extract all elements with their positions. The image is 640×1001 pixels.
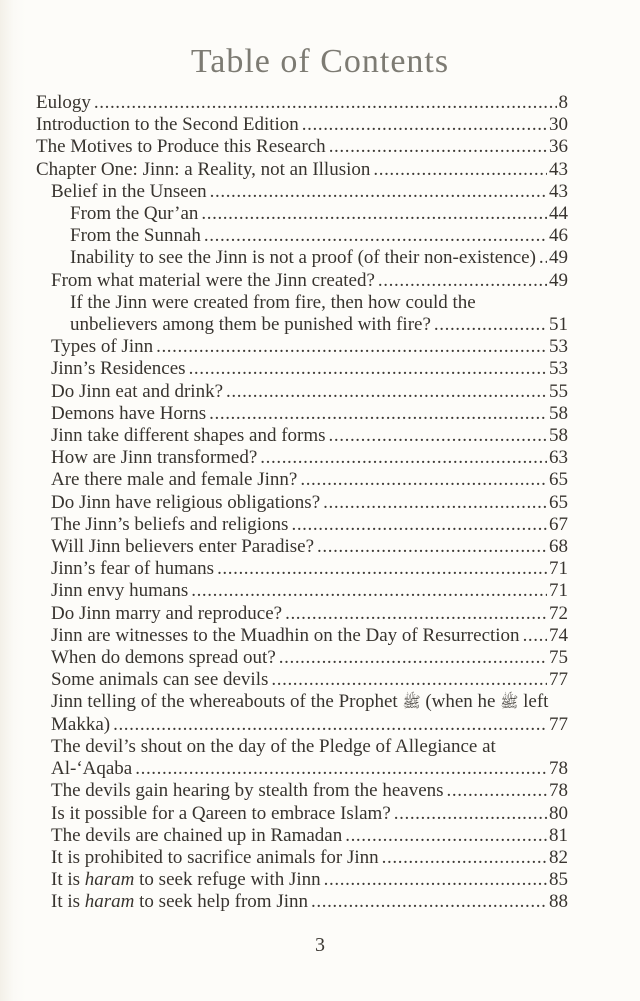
dot-leader <box>523 625 547 647</box>
text-segment: Al-‘Aqaba <box>51 758 133 780</box>
toc-entry-text <box>51 181 207 203</box>
dot-leader <box>189 358 547 380</box>
toc-entry-page: 74 <box>549 624 568 646</box>
dot-leader <box>345 825 547 847</box>
text-segment: Eulogy <box>36 92 91 113</box>
text-segment: The devils are chained up in Ramadan <box>51 824 343 846</box>
toc-entry-text <box>51 492 320 514</box>
text-segment: Jinn are witnesses to the Muadhin on the Day of Resurrection <box>51 624 520 646</box>
text-segment: The Jinn’s beliefs and religions <box>51 513 289 535</box>
toc-entry-row <box>51 758 568 780</box>
toc-entry-text <box>51 803 391 825</box>
toc-entry-row <box>51 425 568 447</box>
text-segment: left <box>518 691 549 713</box>
text-segment: Is it possible for a Qareen to embrace Islam? <box>51 802 391 824</box>
text-segment: Jinn’s fear of humans <box>51 558 215 580</box>
text-segment: Introduction to the Second Edition <box>36 114 299 136</box>
dot-leader <box>217 558 547 580</box>
toc-entry <box>36 336 568 358</box>
toc-entry <box>36 492 568 514</box>
toc-entry <box>36 225 568 247</box>
text-segment: to seek help from Jinn <box>134 891 309 913</box>
toc-entry-row <box>70 203 568 225</box>
toc-entry-page: 49 <box>549 247 568 269</box>
text-segment: Belief in the Unseen <box>51 180 207 202</box>
toc-entry-text <box>51 358 186 380</box>
toc-entry-text <box>51 403 206 425</box>
text-segment: The devils gain hearing by stealth from the heavens <box>51 780 444 802</box>
toc-entry-text <box>70 314 431 336</box>
toc-entry-row <box>51 825 568 847</box>
toc-entry-text <box>70 203 198 225</box>
dot-leader <box>210 181 547 203</box>
text-segment: Will Jinn believers enter Paradise? <box>51 536 315 558</box>
toc-entry-page: 43 <box>549 158 568 180</box>
toc-entry-page: 53 <box>549 358 568 380</box>
text-segment: How are Jinn transformed? <box>51 447 258 469</box>
text-segment: Jinn’s Residences <box>51 358 186 380</box>
toc-entry <box>36 536 568 558</box>
toc-entry-row <box>51 669 568 691</box>
dot-leader <box>378 270 547 292</box>
dot-leader <box>285 603 547 625</box>
toc-entry-text <box>51 691 568 713</box>
dot-leader <box>94 92 557 114</box>
toc-entry-text <box>51 647 276 669</box>
toc-entry-text <box>51 825 342 847</box>
toc-entry <box>36 891 568 913</box>
toc-entry <box>36 181 568 203</box>
toc-entry <box>36 247 568 269</box>
toc-entry-row <box>51 381 568 403</box>
toc-entry-text <box>51 425 326 447</box>
toc-entry-text <box>51 669 268 691</box>
toc-entry-page: 81 <box>549 824 568 846</box>
toc-entry-text <box>51 580 188 602</box>
toc-entry-text <box>36 136 326 158</box>
toc-entry-row <box>51 580 568 602</box>
toc-entry-row <box>51 514 568 536</box>
toc-entry-page: 71 <box>549 580 568 602</box>
toc-entry-page: 78 <box>549 780 568 802</box>
toc-entry-text <box>70 292 568 314</box>
toc-entry-text <box>36 92 91 114</box>
toc-entry-page: 51 <box>549 314 568 336</box>
pbuh-symbol: ﷺ <box>500 695 519 712</box>
dot-leader <box>394 803 547 825</box>
toc-entry <box>36 625 568 647</box>
toc-entry-text <box>36 159 370 181</box>
toc-entry-row <box>51 270 568 292</box>
dot-leader <box>302 114 547 136</box>
toc-entry-row <box>51 558 568 580</box>
dot-leader <box>329 425 547 447</box>
toc-entry-page: 43 <box>549 180 568 202</box>
toc-entry-row <box>51 780 568 802</box>
toc-entry-page: 55 <box>549 380 568 402</box>
toc-entry <box>36 603 568 625</box>
toc-entry <box>36 358 568 380</box>
dot-leader <box>204 225 547 247</box>
toc-entry-text <box>51 714 110 736</box>
toc-entry-page: 65 <box>549 469 568 491</box>
toc-list <box>0 84 640 914</box>
toc-entry-text <box>51 891 308 913</box>
toc-entry-page: 72 <box>549 602 568 624</box>
toc-entry-row <box>51 358 568 380</box>
toc-entry-page: 80 <box>549 802 568 824</box>
toc-entry-row <box>36 159 568 181</box>
toc-entry-row <box>51 625 568 647</box>
dot-leader <box>447 780 547 802</box>
toc-entry-page: 63 <box>549 447 568 469</box>
page-title: Table of Contents <box>190 43 450 80</box>
toc-entry-page: 44 <box>549 203 568 225</box>
toc-entry-row <box>36 114 568 136</box>
text-segment: Jinn telling of the whereabouts of the Prophet <box>51 691 403 713</box>
toc-entry <box>36 381 568 403</box>
text-segment: Some animals can see devils <box>51 669 269 691</box>
toc-entry-page: 65 <box>549 491 568 513</box>
toc-entry-page: 85 <box>549 869 568 891</box>
text-segment: unbelievers among them be punished with fire? <box>70 314 431 336</box>
toc-entry-row <box>51 847 568 869</box>
toc-entry <box>36 203 568 225</box>
dot-leader <box>135 758 547 780</box>
toc-entry <box>36 114 568 136</box>
toc-entry-page: 68 <box>549 536 568 558</box>
toc-entry-row <box>51 869 568 891</box>
toc-entry-row <box>51 714 568 736</box>
dot-leader <box>271 669 547 691</box>
toc-entry-page: 77 <box>549 669 568 691</box>
toc-entry <box>36 558 568 580</box>
toc-entry-page: 82 <box>549 846 568 868</box>
dot-leader <box>201 203 547 225</box>
toc-entry-text <box>51 447 257 469</box>
dot-leader <box>226 381 547 403</box>
text-segment: Are there male and female Jinn? <box>51 469 298 491</box>
toc-entry-row <box>36 92 568 114</box>
toc-entry-row <box>51 469 568 491</box>
toc-entry-page: 75 <box>549 647 568 669</box>
toc-entry-row <box>36 136 568 158</box>
dot-leader <box>300 469 547 491</box>
toc-entry <box>36 425 568 447</box>
toc-entry-text <box>51 514 288 536</box>
text-segment: It is <box>51 891 85 913</box>
text-segment: to seek refuge with Jinn <box>134 869 321 891</box>
text-segment: From the Sunnah <box>70 225 201 247</box>
dot-leader <box>209 403 547 425</box>
toc-entry <box>36 780 568 802</box>
toc-entry-text <box>51 469 297 491</box>
toc-entry-page: 58 <box>549 425 568 447</box>
toc-entry-page: 49 <box>549 269 568 291</box>
toc-entry <box>36 136 568 158</box>
italic-term: haram <box>84 869 135 891</box>
toc-entry-text <box>36 114 299 136</box>
toc-entry-row <box>51 647 568 669</box>
text-segment: The devil’s shout on the day of the Pledge of Allegiance at <box>51 735 496 757</box>
toc-entry-text <box>51 780 444 802</box>
toc-entry-page: 30 <box>549 114 568 136</box>
toc-entry <box>36 647 568 669</box>
toc-entry <box>36 159 568 181</box>
pbuh-symbol: ﷺ <box>402 695 421 712</box>
toc-entry-text <box>51 736 568 758</box>
text-segment: Types of Jinn <box>51 336 154 358</box>
text-segment: From what material were the Jinn created? <box>51 269 375 291</box>
dot-leader <box>317 536 547 558</box>
text-segment: Makka) <box>51 713 111 735</box>
text-segment: From the Qur’an <box>70 203 199 225</box>
toc-entry <box>36 292 568 336</box>
toc-entry <box>36 580 568 602</box>
toc-entry-text <box>51 758 132 780</box>
toc-entry-row <box>51 181 568 203</box>
toc-entry-row <box>70 247 568 269</box>
page-number: 3 <box>315 934 325 956</box>
text-segment: It is <box>51 869 85 891</box>
text-segment: Do Jinn eat and drink? <box>51 380 224 402</box>
toc-entry <box>36 447 568 469</box>
toc-entry-text <box>51 625 520 647</box>
toc-entry-page: 71 <box>549 558 568 580</box>
text-segment: Do Jinn have religious obligations? <box>51 491 321 513</box>
toc-entry <box>36 691 568 735</box>
toc-entry-row <box>51 403 568 425</box>
toc-entry-page: 88 <box>549 891 568 913</box>
text-segment: Jinn take different shapes and forms <box>51 425 326 447</box>
toc-entry-row <box>51 536 568 558</box>
dot-leader <box>291 514 547 536</box>
dot-leader <box>373 159 547 181</box>
dot-leader <box>113 714 547 736</box>
dot-leader <box>191 580 547 602</box>
text-segment: When do demons spread out? <box>51 647 276 669</box>
toc-entry-text <box>51 336 153 358</box>
toc-entry-page: 8 <box>558 92 568 113</box>
dot-leader <box>323 492 547 514</box>
toc-entry <box>36 270 568 292</box>
toc-entry <box>36 469 568 491</box>
toc-entry-text <box>51 603 282 625</box>
toc-entry-page: 36 <box>549 136 568 158</box>
dot-leader <box>156 336 547 358</box>
toc-entry <box>36 92 568 114</box>
dot-leader <box>329 136 547 158</box>
toc-entry-page: 58 <box>549 402 568 424</box>
toc-entry-page: 67 <box>549 513 568 535</box>
dot-leader <box>434 314 547 336</box>
text-segment: Demons have Horns <box>51 402 207 424</box>
text-segment: (when he <box>420 691 501 713</box>
toc-entry-row <box>51 336 568 358</box>
toc-entry-row <box>51 492 568 514</box>
toc-entry-row <box>51 447 568 469</box>
toc-entry <box>36 669 568 691</box>
text-segment: It is prohibited to sacrifice animals for Jinn <box>51 846 379 868</box>
toc-entry-text <box>70 247 536 269</box>
toc-entry-text <box>51 869 321 891</box>
toc-entry <box>36 736 568 780</box>
toc-entry <box>36 514 568 536</box>
toc-entry <box>36 847 568 869</box>
toc-entry-row <box>70 314 568 336</box>
toc-entry-page: 46 <box>549 225 568 247</box>
dot-leader <box>260 447 547 469</box>
toc-entry-row <box>51 803 568 825</box>
text-segment: Jinn envy humans <box>51 580 189 602</box>
text-segment: Do Jinn marry and reproduce? <box>51 602 283 624</box>
dot-leader <box>324 869 547 891</box>
toc-entry-row <box>51 603 568 625</box>
toc-entry <box>36 803 568 825</box>
toc-entry-text <box>51 270 375 292</box>
toc-entry <box>36 869 568 891</box>
dot-leader <box>539 247 547 269</box>
dot-leader <box>311 891 547 913</box>
text-segment: Chapter One: Jinn: a Reality, not an Illusion <box>36 158 371 180</box>
dot-leader <box>279 647 547 669</box>
text-segment: Inability to see the Jinn is not a proof (of their non-existence) <box>70 247 536 269</box>
toc-entry-page: 78 <box>549 758 568 780</box>
toc-entry-row <box>70 225 568 247</box>
toc-entry-text <box>70 225 201 247</box>
toc-entry-text <box>51 536 314 558</box>
toc-entry <box>36 403 568 425</box>
toc-entry-page: 53 <box>549 336 568 358</box>
toc-entry-row <box>51 891 568 913</box>
text-segment: If the Jinn were created from fire, then how could the <box>70 291 476 313</box>
dot-leader <box>382 847 547 869</box>
toc-entry <box>36 825 568 847</box>
toc-entry-page: 77 <box>549 713 568 735</box>
toc-entry-text <box>51 381 223 403</box>
text-segment: The Motives to Produce this Research <box>36 136 326 158</box>
toc-entry-text <box>51 847 379 869</box>
italic-term: haram <box>84 891 135 913</box>
toc-entry-text <box>51 558 214 580</box>
